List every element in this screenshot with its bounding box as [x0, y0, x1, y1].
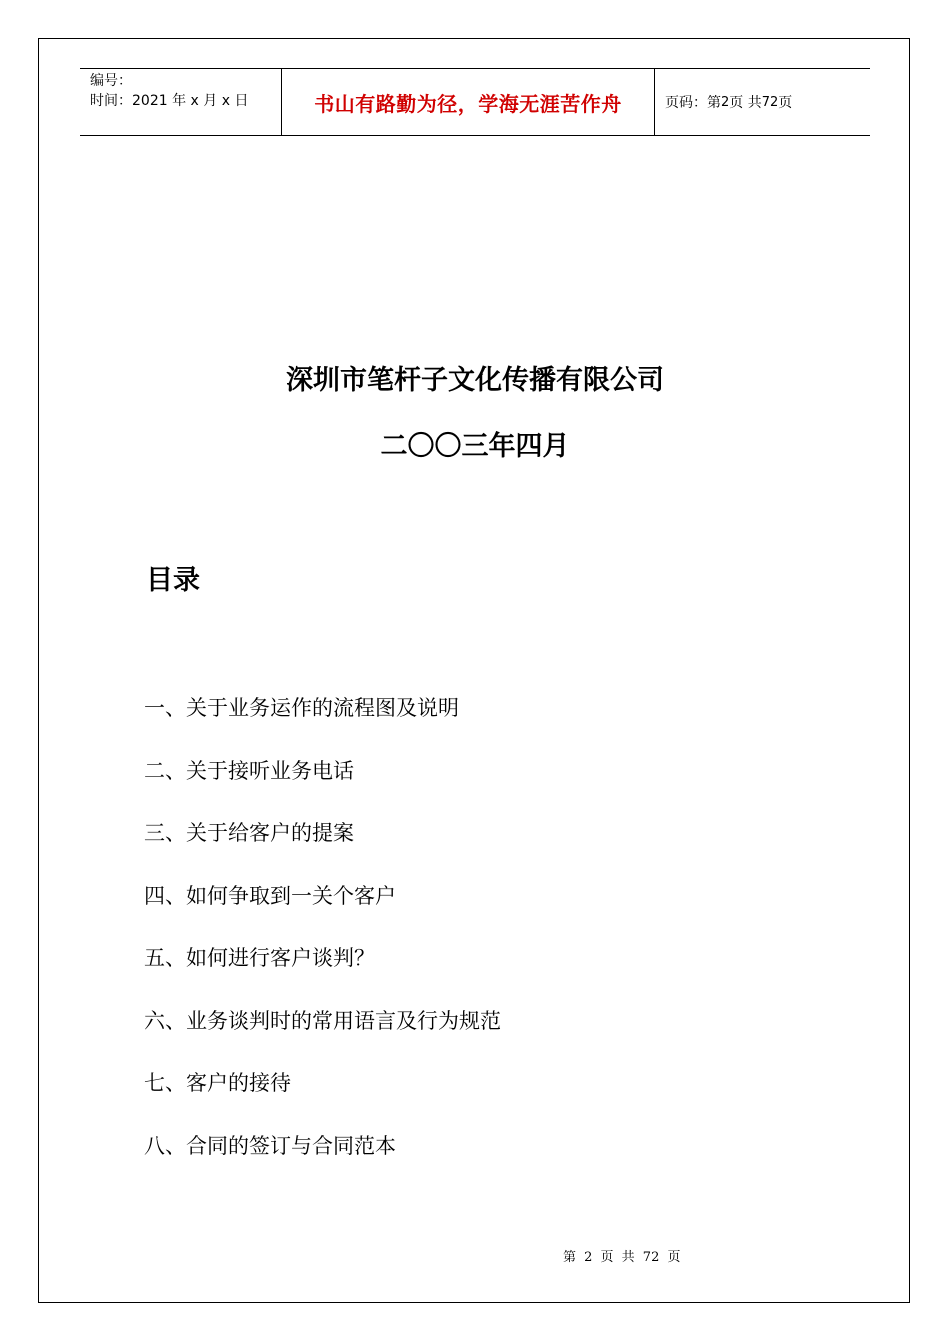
toc-title: 目录: [146, 565, 200, 596]
company-name: 深圳市笔杆子文化传播有限公司: [286, 365, 664, 396]
header-page-number: [655, 69, 870, 135]
toc-item: 七、客户的接待: [144, 1071, 291, 1095]
page-mid: 页 共: [729, 95, 762, 111]
toc-item: 六、业务谈判时的常用语言及行为规范: [144, 1008, 501, 1033]
serial-label: 编号：: [90, 73, 132, 89]
page-prefix: 页码：第: [665, 95, 721, 111]
toc-item: 五、如何进行客户谈判？: [144, 946, 375, 970]
toc-item: 八、合同的签订与合同范本: [144, 1133, 396, 1158]
page-footer: 第 2 页 共 72 页: [563, 1250, 681, 1265]
page-current: 2: [721, 94, 730, 110]
header-motto: 书山有路勤为径，学海无涯苦作舟: [282, 69, 655, 135]
page-header: [80, 68, 870, 136]
toc-item: 二、关于接听业务电话: [144, 758, 354, 783]
header-meta: [80, 69, 282, 135]
document-date: 二〇〇三年四月: [380, 431, 570, 462]
page-suffix: 页: [778, 95, 793, 111]
page-total: 72: [761, 94, 779, 110]
time-label: 时间：2021 年 x 月 x 日: [90, 93, 249, 109]
toc-item: 一、关于业务运作的流程图及说明: [144, 696, 459, 720]
toc-item: 三、关于给客户的提案: [144, 821, 354, 845]
toc-item: 四、如何争取到一关个客户: [144, 883, 396, 908]
toc-list: [144, 692, 501, 1192]
